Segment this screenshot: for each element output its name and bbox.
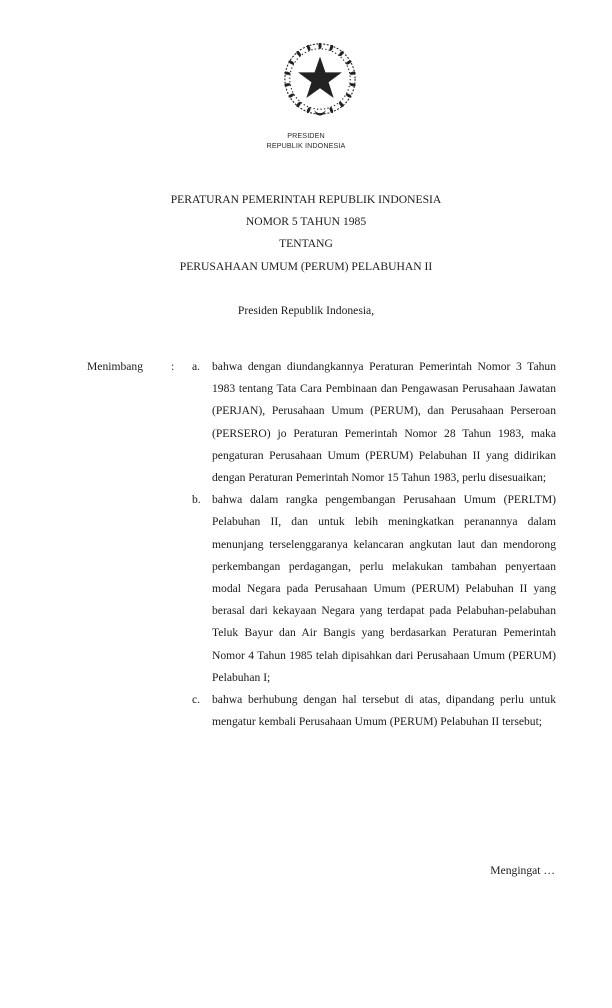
point-text: bahwa berhubung dengan hal tersebut di atas, dipandang perlu untuk mengatur kembali Perusahaan Umum (PERUM) Pelabuhan II tersebut;: [212, 693, 556, 729]
point-text: bahwa dalam rangka pengembangan Perusahaan Umum (PERLTM) Pelabuhan II, dan untuk lebih meningkatkan peranannya dalam menunjang terselenggaranya kelancaran angkutan laut dan mendorong perkembangan perdagangan, perlu melakukan tambahan penyertaan modal Negara pada Perusahaan Umum (PERUM) Pelabuhan II yang berasal dari kekayaan Negara yang terdapat pada Pelabuhan-pelabuhan Teluk Bayur dan Air Bangis yang berdasarkan Peraturan Pemerintah Nomor 4 Tahun 1985 telah dipisahkan dari Perusahaan Umum (PERUM) Pelabuhan I;: [212, 493, 556, 684]
star-wreath-emblem-icon: [281, 40, 359, 118]
considering-point-c: [192, 689, 556, 733]
point-letter: a.: [192, 360, 201, 373]
emblem-caption-presiden: PRESIDEN: [287, 131, 325, 140]
point-letter: c.: [192, 693, 201, 707]
emblem-caption-republik: REPUBLIK INDONESIA: [266, 141, 346, 150]
opening-line: Presiden Republik Indonesia,: [237, 304, 375, 317]
document-title: [0, 189, 612, 278]
title-regulation: PERATURAN PEMERINTAH REPUBLIK INDONESIA: [170, 193, 442, 206]
considering-colon: :: [171, 360, 175, 373]
point-text: bahwa dengan diundangkannya Peraturan Pemerintah Nomor 3 Tahun 1983 tentang Tata Cara Pembinaan dan Pengawasan Perusahaan Jawatan (PERJAN), Perusahaan Umum (PERUM), dan Perusahaan Perseroan (PERSERO) jo Peraturan Pemerintah Nomor 28 Tahun 1983, maka pengaturan Perusahaan Umum (PERUM) Pelabuhan II yang didirikan dengan Peraturan Pemerintah Nomor 15 Tahun 1983, perlu disesuaikan;: [212, 360, 556, 485]
title-about: TENTANG: [279, 237, 333, 251]
page-continuation: Mengingat …: [490, 864, 555, 877]
point-letter: b.: [192, 493, 201, 507]
considering-label: Menimbang: [87, 360, 144, 373]
considering-point-b: [192, 489, 556, 689]
title-number-year: NOMOR 5 TAHUN 1985: [245, 215, 367, 229]
considering-point-a: [192, 356, 556, 489]
considering-points: [192, 356, 556, 733]
title-subject: PERUSAHAAN UMUM (PERUM) PELABUHAN II: [179, 259, 433, 273]
